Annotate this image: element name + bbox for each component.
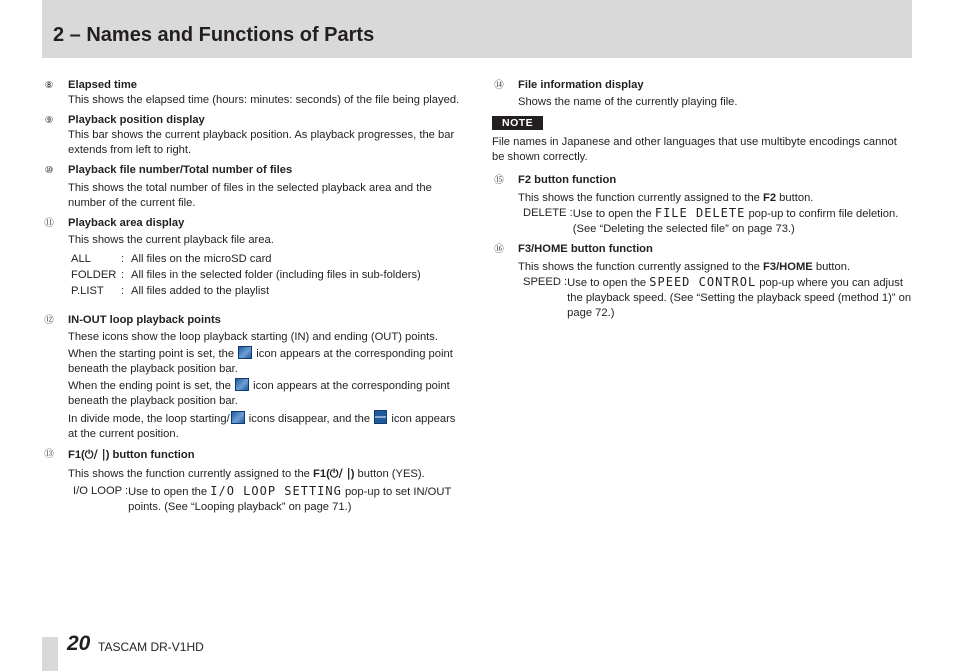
item-number: ⑧ bbox=[44, 80, 54, 91]
area-row: ALL : All files on the microSD card bbox=[71, 253, 272, 265]
item-title: Playback area display bbox=[68, 217, 185, 229]
item-title: IN-OUT loop playback points bbox=[68, 314, 221, 326]
item-title: F2 button function bbox=[518, 174, 617, 186]
item-body: This shows the function currently assigned to the F1(⏻/ |) button (YES). I/O LOOP : Use to open the I/O LOOP SETTING pop-up to set IN/OUT points. (See “Looping playback” on page 71.) bbox=[68, 466, 467, 515]
right-column bbox=[492, 78, 912, 321]
item-number: ⑫ bbox=[44, 315, 54, 326]
item-body: These icons show the loop playback starting (IN) and ending (OUT) points. When the starting point is set, the icon appears at the corresponding point beneath the playback position bar. When the ending point is set, the icon appears at the corresponding point beneath the playback position bar. In divide mode, the loop starting/ icons disappear, and the icon appears at the current position. bbox=[68, 331, 456, 440]
item-title: Elapsed time bbox=[68, 79, 138, 91]
left-column bbox=[42, 78, 467, 515]
area-row: P.LIST : All files added to the playlist bbox=[71, 285, 270, 297]
item-title: File information display bbox=[518, 79, 644, 91]
area-row: FOLDER : All files in the selected folder (including files in sub-folders) bbox=[71, 269, 421, 281]
page-header bbox=[42, 0, 912, 58]
item-f3-home-button bbox=[492, 242, 912, 321]
item-body: This shows the current playback file area. bbox=[68, 234, 274, 246]
page-number: 20 bbox=[67, 632, 91, 655]
loop-out-icon bbox=[231, 411, 245, 424]
item-title: F3/HOME button function bbox=[518, 243, 653, 255]
power-icon: ⏻/ | bbox=[84, 448, 106, 461]
item-in-out-loop bbox=[42, 313, 467, 442]
note-badge: NOTE bbox=[492, 116, 543, 130]
item-body: This shows the elapsed time (hours: minutes: seconds) of the file being played. bbox=[68, 94, 460, 106]
divide-icon bbox=[374, 410, 387, 424]
area-table bbox=[71, 252, 467, 299]
function-row: DELETE : Use to open the FILE DELETE pop-up to confirm file deletion. (See “Deleting the selected file” on page 73.) bbox=[523, 206, 899, 235]
power-icon: ⏻/ | bbox=[329, 467, 351, 480]
item-body: This shows the total number of files in the selected playback area and the number of the current file. bbox=[68, 182, 432, 209]
item-body: This shows the function currently assigned to the F2 button. DELETE : Use to open the FILE DELETE pop-up to confirm file deletion. (See “Deleting the selected file” on page 73.) bbox=[518, 191, 912, 237]
item-number: ⑬ bbox=[44, 449, 54, 460]
function-row: I/O LOOP : Use to open the I/O LOOP SETTING pop-up to set IN/OUT points. (See “Looping playback” on page 71.) bbox=[73, 484, 452, 513]
item-elapsed-time bbox=[42, 78, 467, 108]
item-file-info bbox=[492, 78, 912, 110]
item-title: F1(⏻/ |) button function bbox=[68, 448, 195, 461]
item-file-number bbox=[42, 163, 467, 211]
item-number: ⑮ bbox=[494, 175, 504, 186]
note-block bbox=[492, 110, 912, 165]
item-number: ⑨ bbox=[44, 115, 54, 126]
item-body: This shows the function currently assigned to the F3/HOME button. SPEED : Use to open the SPEED CONTROL pop-up where you can adjust the playback speed. (See “Setting the playback speed (method 1)” on page 72.) bbox=[518, 261, 912, 319]
item-number: ⑯ bbox=[494, 244, 504, 255]
item-playback-area bbox=[42, 216, 467, 299]
footer-bar bbox=[42, 637, 58, 671]
note-text: File names in Japanese and other languages that use multibyte encodings cannot be shown correctly. bbox=[492, 136, 897, 163]
loop-out-icon bbox=[235, 378, 249, 391]
page-title: 2 – Names and Functions of Parts bbox=[53, 24, 375, 46]
item-title: Playback file number/Total number of files bbox=[68, 164, 293, 176]
lcd-text: FILE DELETE bbox=[654, 206, 746, 220]
lcd-text: SPEED CONTROL bbox=[649, 275, 757, 289]
item-body: Shows the name of the currently playing file. bbox=[518, 96, 738, 108]
item-number: ⑪ bbox=[44, 218, 54, 229]
item-f1-button bbox=[42, 447, 467, 515]
item-title: Playback position display bbox=[68, 114, 205, 126]
function-row: SPEED : Use to open the SPEED CONTROL pop-up where you can adjust the playback speed. (See “Setting the playback speed (method 1)” on page 72.) bbox=[523, 275, 912, 319]
item-playback-position bbox=[42, 113, 467, 158]
item-number: ⑩ bbox=[44, 165, 54, 176]
lcd-text: I/O LOOP SETTING bbox=[210, 484, 342, 498]
loop-in-icon bbox=[238, 346, 252, 359]
item-number: ⑭ bbox=[494, 80, 504, 91]
item-body: This bar shows the current playback position. As playback progresses, the bar extends from left to right. bbox=[68, 129, 455, 156]
product-name: TASCAM DR-V1HD bbox=[98, 640, 204, 654]
item-f2-button bbox=[492, 173, 912, 237]
